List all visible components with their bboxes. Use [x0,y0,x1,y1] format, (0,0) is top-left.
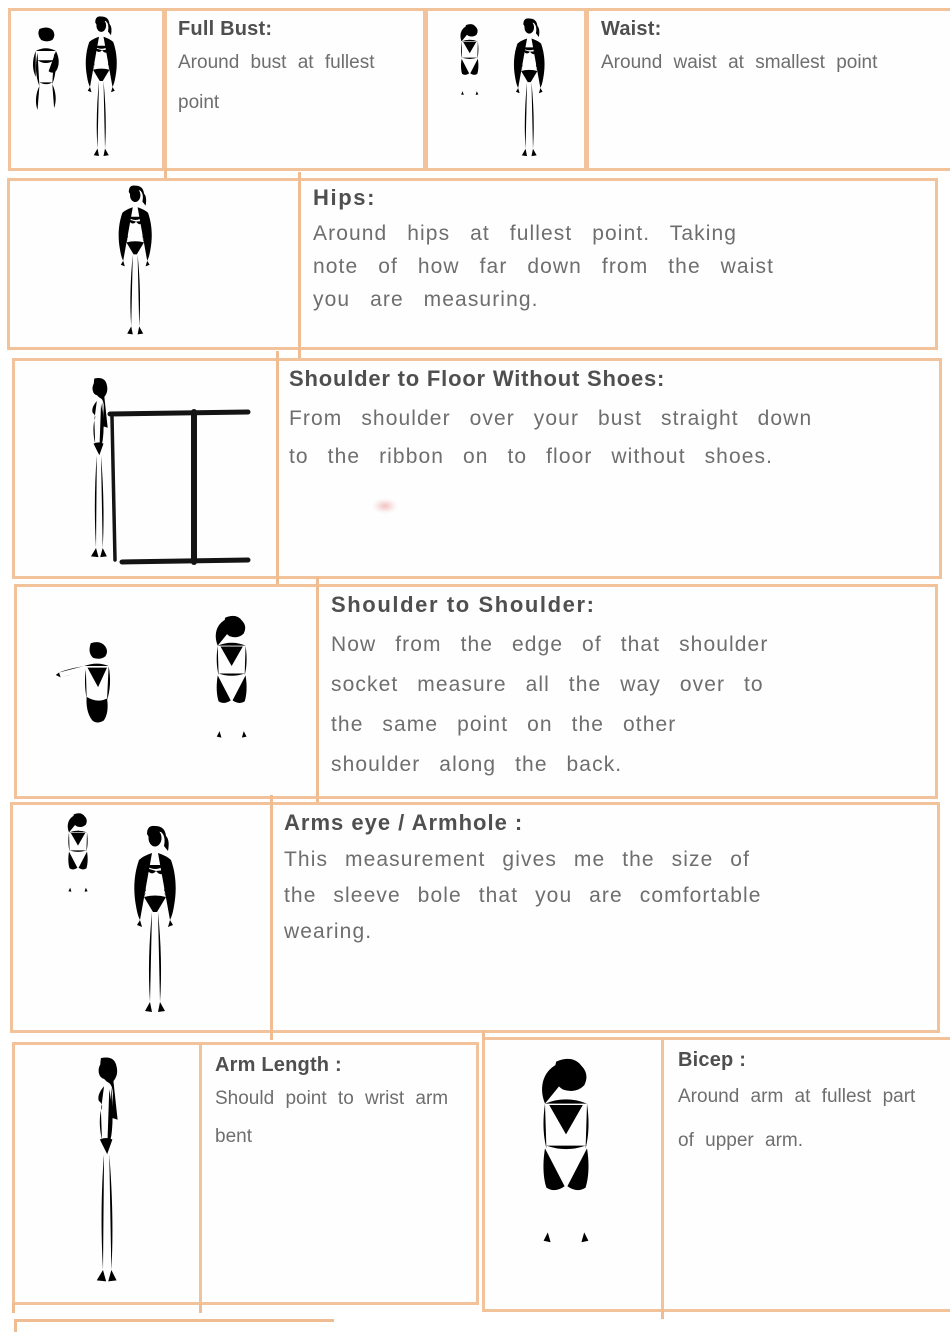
arm-length-text-panel [199,1042,479,1305]
shoulder-to-shoulder-title: Shoulder to Shoulder: [331,592,596,617]
bicep-text-panel [661,1037,950,1312]
shoulder-to-shoulder-body: Now from the edge of that shoulder socket measure all the way over to the same point on the other shoulder along the back. [331,633,769,776]
full-bust-title: Full Bust: [178,18,273,40]
arm-length-title: Arm Length : [215,1054,342,1076]
full-bust-figure-illustration [15,15,163,167]
armhole-body: This measurement gives me the size of the sleeve bole that you are comfortable wearing. [284,848,762,943]
bicep-title: Bicep : [678,1049,747,1071]
arm-length-figure-panel [12,1042,202,1305]
armhole-figure-illustration [14,806,266,1029]
waist-figure-panel [425,8,587,171]
border-stub [482,1030,485,1040]
waist-figure-illustration [430,15,584,167]
hips-figure-illustration [15,182,295,346]
armhole-title: Arms eye / Armhole : [284,810,524,835]
full-bust-body: Around bust at fullest point [178,52,375,113]
hips-title: Hips: [313,185,376,210]
shoulder-to-shoulder-divider [316,577,319,806]
bicep-figure-panel [482,1037,664,1312]
shoulder-to-floor-figure-illustration [16,362,274,575]
border-stub [199,1303,202,1313]
arm-length-figure-illustration [17,1047,197,1300]
shoulder-to-shoulder-figure-illustration [20,588,314,795]
hips-panel-divider [298,172,301,358]
full-bust-text-panel [164,8,426,171]
waist-text-panel [586,8,950,171]
hips-body: Around hips at fullest point. Taking note of how far down from the waist you are measuring. [313,222,774,311]
shoulder-to-floor-title: Shoulder to Floor Without Shoes: [289,366,666,391]
full-bust-figure-panel [8,8,165,171]
bicep-figure-illustration [487,1042,659,1307]
bicep-body: Around arm at fullest part of upper arm. [678,1086,916,1151]
shoulder-to-floor-body: From shoulder over your bust straight down to the ribbon on to floor without shoes. [289,407,813,468]
print-smudge-artifact [372,498,398,514]
shoulder-to-floor-divider [276,351,279,585]
waist-title: Waist: [601,18,662,40]
border-stub [12,1303,15,1313]
waist-body: Around waist at smallest point [601,52,878,73]
next-panel-top-border-cutoff [14,1319,334,1322]
border-stub [661,1309,664,1319]
arm-length-body: Should point to wrist arm bent [215,1088,449,1147]
armhole-divider [270,795,273,1040]
border-stub [14,1319,17,1332]
